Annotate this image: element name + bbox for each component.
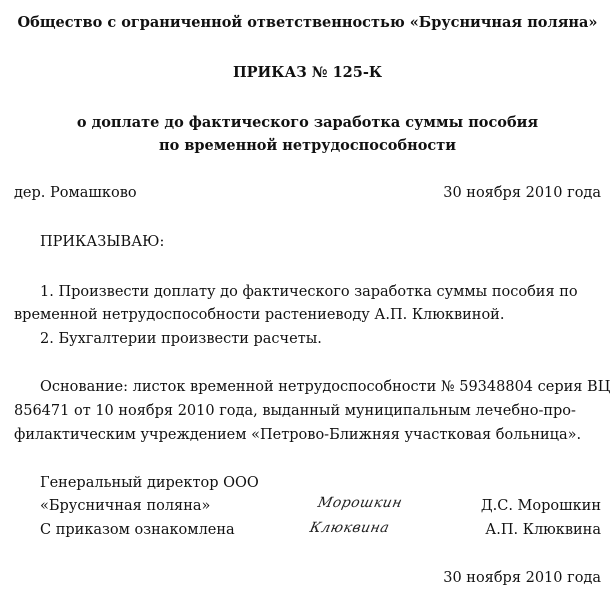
director-title-line-1: Генеральный директор ООО xyxy=(40,475,259,491)
director-signature: Морошкин xyxy=(316,495,404,511)
item-2: 2. Бухгалтерии произвести расчеты. xyxy=(40,331,322,347)
basis-line-1: Основание: листок временной нетрудоспособности № 59348804 серия ВЦ xyxy=(40,379,611,395)
place: дер. Ромашково xyxy=(14,185,137,201)
employee-signature: Клюквина xyxy=(308,520,391,536)
item-1-line-2: временной нетрудоспособности растениеводу А.П. Клюквиной. xyxy=(14,307,505,323)
basis-line-2: 856471 от 10 ноября 2010 года, выданный муниципальным лечебно-про- xyxy=(14,403,576,419)
order-title: ПРИКАЗ № 125-К xyxy=(232,64,383,81)
acquainted-label: С приказом ознакомлена xyxy=(40,522,235,538)
director-title-line-2: «Брусничная поляна» xyxy=(40,498,211,514)
director-name: Д.С. Морошкин xyxy=(480,498,601,514)
employee-name: А.П. Клюквина xyxy=(485,522,601,538)
order-word: ПРИКАЗЫВАЮ: xyxy=(40,234,165,250)
order-subject-line-1: о доплате до фактического заработка суммы пособия xyxy=(76,114,539,131)
order-date: 30 ноября 2010 года xyxy=(443,185,601,201)
basis-line-3: филактическим учреждением «Петрово-Ближняя участковая больница». xyxy=(14,427,582,443)
order-subject-line-2: по временной нетрудоспособности xyxy=(158,137,456,154)
item-1-line-1: 1. Произвести доплату до фактического заработка суммы пособия по xyxy=(40,284,578,300)
footer-date: 30 ноября 2010 года xyxy=(443,570,601,586)
organization-name: Общество с ограниченной ответственностью «Брусничная поляна» xyxy=(17,14,598,31)
